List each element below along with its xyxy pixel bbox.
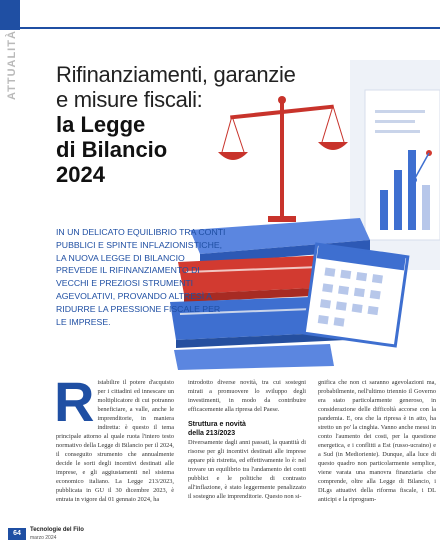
body-column-1 (54, 370, 174, 504)
magazine-name: Tecnologie del Filo (30, 527, 84, 533)
body-text: Diversamente dagli anni passati, la quantità di risorse per gli incentivi destinati alle imprese appare più ristretta, ed effettivamente lo è: nel trovare un equilibrio tra l'andamento dei conti pubblici e le politiche di contrasto all'inflazione, è stato leggermente penalizzato il sostegno alle imprenditorie. Questo non si- (188, 439, 306, 500)
top-bar-accent (0, 0, 20, 30)
title-line: Rifinanziamenti, garanzie (56, 62, 296, 87)
body-text: gnifica che non ci saranno agevolazioni ma, probabilmente, nell'ultimo triennio il Governo era stato particolarmente generoso, in considerazione delle difficoltà accorse con la pandemia. E, ora che la ripresa è in atto, ha stretto un po' la cinghia. Vanno anche messi in conto l'aumento dei costi, per la questione energetica, e i conflitti a Est (russo-ucraino) e a Sud (in Medioriente). Dunque, alla luce di questo quadro non particolarmente semplice, viene varata una manovra finanziaria che comprende, oltre alla Legge di Bilancio, i DLgs attuativi della riforma fiscale, i DL anticipi e la riprogram- (318, 379, 436, 503)
top-bar (0, 0, 440, 30)
subheading (188, 420, 306, 438)
body-text: istabilire il potere d'acquisto per i cittadini ed innescare un moltiplicatore di cui potranno beneficiare, a valle, anche le imprenditorie, in maniera indiretta: è questo il tema principale attorno al quale ruota l'intero testo normativo della Legge di Bilancio per il 2024, il conseguito strumento che annualmente decide le sorti degli incentivi destinati alle imprese, e gli aggiustamenti nel sistema economico italiano. La Legge 213/2023, pubblicata in GU il 30 dicembre 2023, è entrata in vigore dal 01 gennaio 2024, ha (56, 379, 174, 503)
subheading-line: Struttura e novità (188, 421, 246, 428)
page-number: 64 (8, 528, 26, 540)
title-line-bold: la Legge (56, 112, 146, 137)
drop-cap: R (54, 370, 95, 433)
body-column-2 (188, 378, 306, 501)
body-column-3 (318, 378, 436, 504)
bar-chart-bar (394, 170, 402, 230)
title-line: e misure fiscali: (56, 87, 203, 112)
body-text: introdotto diverse novità, tra cui sostegni mirati a promuovere lo sviluppo degli investimenti, in modo da contribuire efficacemente alla ripresa del Paese. (188, 379, 306, 413)
top-bar-rule (20, 27, 440, 29)
article-title (56, 62, 346, 187)
page-footer (0, 520, 440, 548)
title-line-bold: 2024 (56, 162, 105, 187)
subheading-line: della 213/2023 (188, 430, 236, 437)
bar-chart-bar (422, 185, 430, 230)
bar-chart-bar (380, 190, 388, 230)
lead-paragraph: IN UN DELICATO EQUILIBRIO TRA CONTI PUBBLICI E SPINTE INFLAZIONISTICHE, LA NUOVA LEGGE DI BILANCIO PREVEDE IL RIFINANZIAMENTO DI VECCHI E PREZIOSI STRUMENTI AGEVOLATIVI, PROVANDO ALTRESÌ A RIDURRE LA PRESSIONE FISCALE PER LE IMPRESE. (56, 227, 226, 327)
calendar-icon (304, 244, 408, 346)
title-line-bold: di Bilancio (56, 137, 168, 162)
article-body (54, 370, 436, 528)
issue-date: marzo 2024 (30, 535, 57, 541)
bar-chart-bar (408, 150, 416, 230)
section-label: ATTUALITÀ (6, 30, 18, 100)
